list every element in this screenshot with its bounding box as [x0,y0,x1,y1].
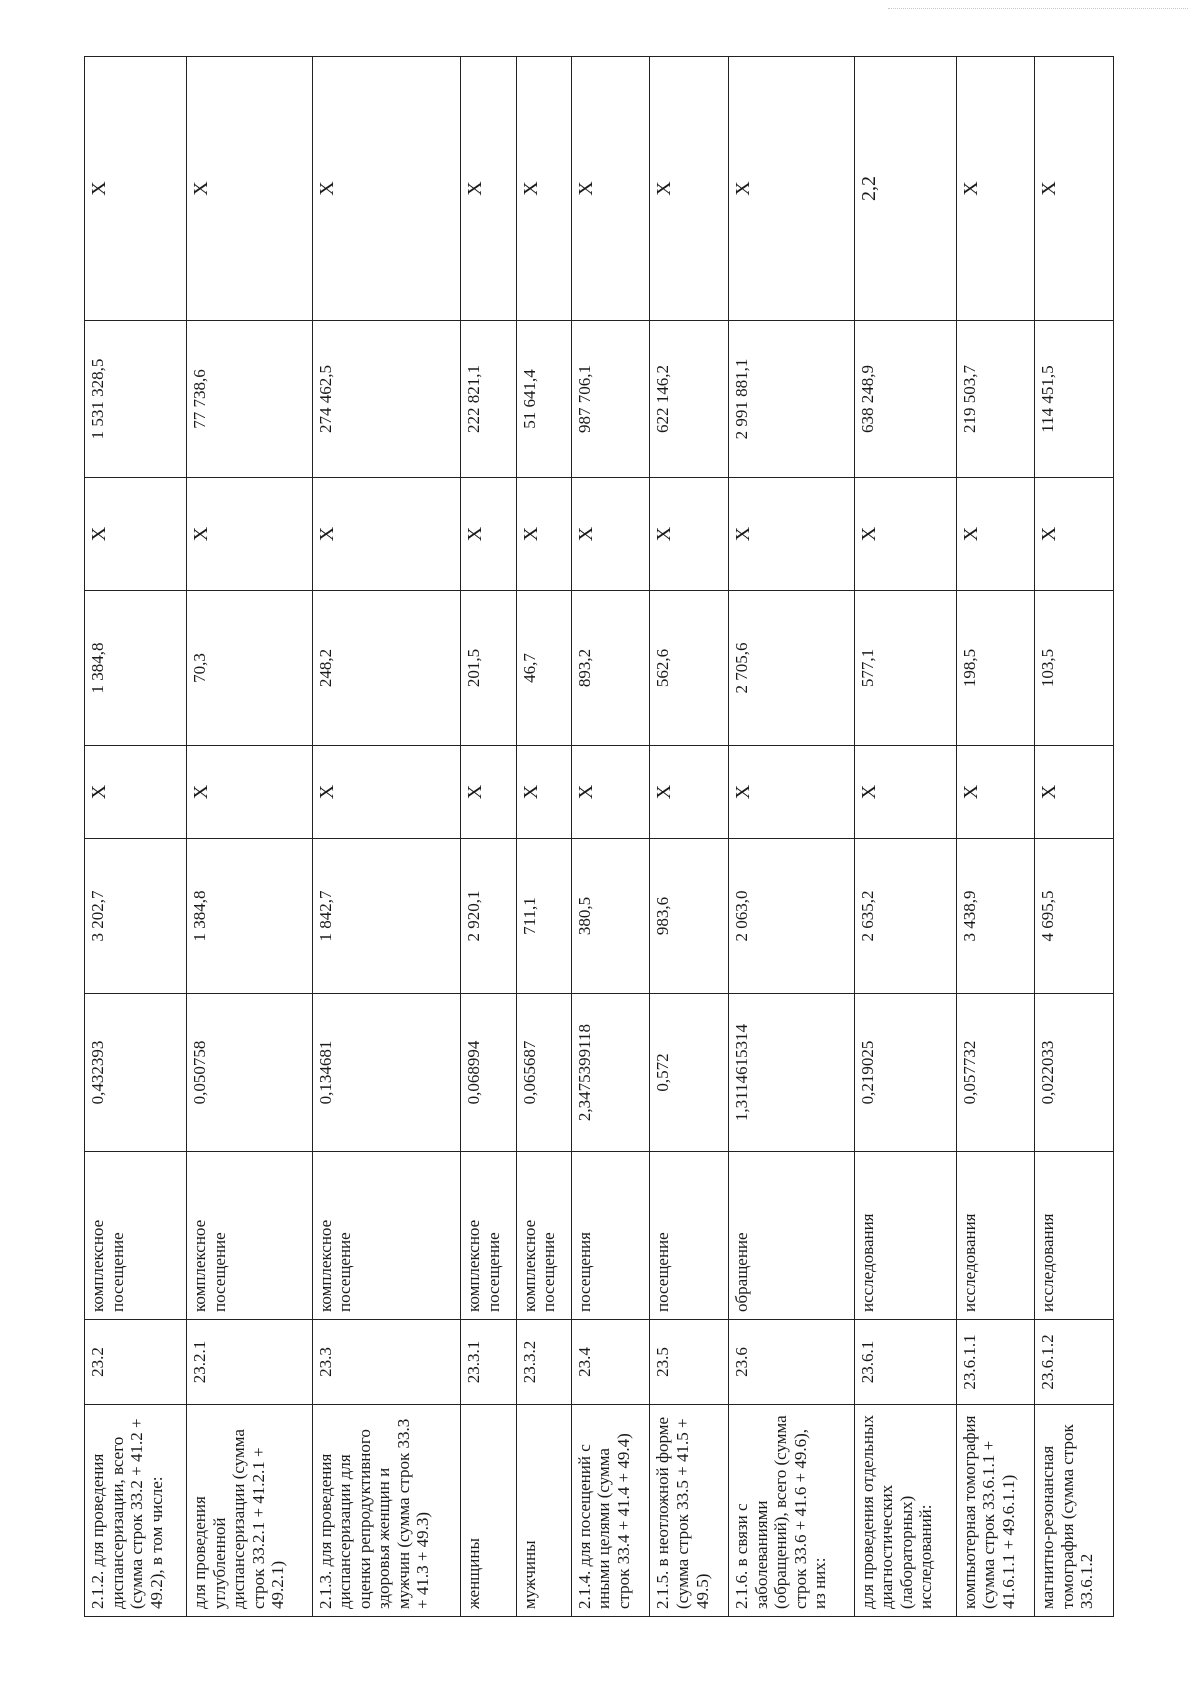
row-code: 23.6 [729,1320,854,1405]
row-code: 23.3.2 [516,1320,571,1405]
row-per-capita: 577,1 [854,591,956,746]
row-unit: посещение [650,1152,729,1320]
row-col6: X [1035,746,1114,839]
row-per-capita: 46,7 [516,591,571,746]
row-col8: X [85,478,187,591]
row-cost: 2 920,1 [461,839,516,994]
financing-table [84,56,1114,1617]
table-row [85,57,187,1617]
row-unit: комплексное посещение [461,1152,516,1320]
row-col10: X [312,57,461,321]
row-col6: X [516,746,571,839]
row-norm: 1,3114615314 [729,994,854,1152]
row-col8: X [461,478,516,591]
row-code: 23.6.1.1 [956,1320,1035,1405]
row-col10: X [516,57,571,321]
row-name: компьютерная томография (сумма строк 33.6.1.1 + 41.6.1.1 + 49.6.1.1) [956,1405,1035,1617]
row-unit: исследования [1035,1152,1114,1320]
row-col6: X [461,746,516,839]
row-name: мужчины [516,1405,571,1617]
row-cost: 4 695,5 [1035,839,1114,994]
row-col6: X [312,746,461,839]
row-cost: 1 384,8 [187,839,312,994]
row-col8: X [571,478,650,591]
row-per-capita: 248,2 [312,591,461,746]
row-name: магнитно-резонансная томография (сумма строк 33.6.1.2 [1035,1405,1114,1617]
row-total: 77 738,6 [187,321,312,478]
row-total: 2 991 881,1 [729,321,854,478]
row-unit: посещения [571,1152,650,1320]
row-norm: 0,068994 [461,994,516,1152]
row-col6: X [187,746,312,839]
row-name: для проведения углубленной диспансеризации (сумма строк 33.2.1 + 41.2.1 + 49.2.1) [187,1405,312,1617]
row-name: 2.1.6. в связи с заболеваниями (обращений), всего (сумма строк 33.6 + 41.6 + 49.6), из них: [729,1405,854,1617]
row-name: 2.1.3. для проведения диспансеризации для оценки репродуктивного здоровья женщин и мужчин (сумма строк 33.3 + 41.3 + 49.3) [312,1405,461,1617]
row-code: 23.6.1.2 [1035,1320,1114,1405]
row-cost: 3 202,7 [85,839,187,994]
row-col10: X [571,57,650,321]
row-per-capita: 2 705,6 [729,591,854,746]
row-col8: X [1035,478,1114,591]
row-col6: X [729,746,854,839]
row-per-capita: 201,5 [461,591,516,746]
row-per-capita: 893,2 [571,591,650,746]
row-code: 23.3 [312,1320,461,1405]
row-per-capita: 1 384,8 [85,591,187,746]
row-unit: исследования [956,1152,1035,1320]
row-col10: X [187,57,312,321]
table-row [729,57,854,1617]
row-cost: 2 635,2 [854,839,956,994]
row-unit: комплексное посещение [516,1152,571,1320]
row-per-capita: 103,5 [1035,591,1114,746]
table-body [85,57,1114,1617]
row-total: 222 821,1 [461,321,516,478]
row-per-capita: 198,5 [956,591,1035,746]
row-cost: 1 842,7 [312,839,461,994]
row-col6: X [854,746,956,839]
rotated-table-sheet [84,57,1114,1617]
row-name: 2.1.5. в неотложной форме (сумма строк 33.5 + 41.5 + 49.5) [650,1405,729,1617]
row-col8: X [729,478,854,591]
row-cost: 3 438,9 [956,839,1035,994]
row-per-capita: 562,6 [650,591,729,746]
row-total: 274 462,5 [312,321,461,478]
row-col8: X [854,478,956,591]
table-row [571,57,650,1617]
row-total: 622 146,2 [650,321,729,478]
row-cost: 711,1 [516,839,571,994]
row-col8: X [956,478,1035,591]
row-col10: X [956,57,1035,321]
row-norm: 0,050758 [187,994,312,1152]
table-row [312,57,461,1617]
row-code: 23.4 [571,1320,650,1405]
row-name: 2.1.2. для проведения диспансеризации, всего (сумма строк 33.2 + 41.2 + 49.2), в том числе: [85,1405,187,1617]
row-total: 219 503,7 [956,321,1035,478]
row-name: для проведения отдельных диагностических (лабораторных) исследований: [854,1405,956,1617]
row-total: 51 641,4 [516,321,571,478]
row-norm: 0,065687 [516,994,571,1152]
row-col10: 2,2 [854,57,956,321]
row-col8: X [187,478,312,591]
row-norm: 0,057732 [956,994,1035,1152]
row-code: 23.2 [85,1320,187,1405]
row-col10: X [1035,57,1114,321]
row-col8: X [516,478,571,591]
row-col8: X [312,478,461,591]
row-unit: комплексное посещение [312,1152,461,1320]
row-total: 114 451,5 [1035,321,1114,478]
row-name: 2.1.4. для посещений с иными целями (сумма строк 33.4 + 41.4 + 49.4) [571,1405,650,1617]
row-norm: 0,572 [650,994,729,1152]
row-norm: 0,219025 [854,994,956,1152]
row-total: 1 531 328,5 [85,321,187,478]
row-col6: X [650,746,729,839]
row-col10: X [461,57,516,321]
row-total: 638 248,9 [854,321,956,478]
row-cost: 983,6 [650,839,729,994]
row-col6: X [956,746,1035,839]
row-cost: 2 063,0 [729,839,854,994]
row-unit: исследования [854,1152,956,1320]
row-name: женщины [461,1405,516,1617]
row-col6: X [85,746,187,839]
row-col10: X [729,57,854,321]
table-row [187,57,312,1617]
row-col10: X [650,57,729,321]
row-norm: 2,3475399118 [571,994,650,1152]
table-row [854,57,956,1617]
row-unit: комплексное посещение [85,1152,187,1320]
row-col8: X [650,478,729,591]
row-norm: 0,022033 [1035,994,1114,1152]
row-code: 23.6.1 [854,1320,956,1405]
table-row [956,57,1035,1617]
row-unit: комплексное посещение [187,1152,312,1320]
table-row [516,57,571,1617]
row-col10: X [85,57,187,321]
scan-artifact [888,8,1188,11]
table-row [1035,57,1114,1617]
row-code: 23.5 [650,1320,729,1405]
row-norm: 0,134681 [312,994,461,1152]
table-row [461,57,516,1617]
row-col6: X [571,746,650,839]
row-cost: 380,5 [571,839,650,994]
table-row [650,57,729,1617]
row-total: 987 706,1 [571,321,650,478]
row-norm: 0,432393 [85,994,187,1152]
row-code: 23.3.1 [461,1320,516,1405]
row-per-capita: 70,3 [187,591,312,746]
row-code: 23.2.1 [187,1320,312,1405]
row-unit: обращение [729,1152,854,1320]
